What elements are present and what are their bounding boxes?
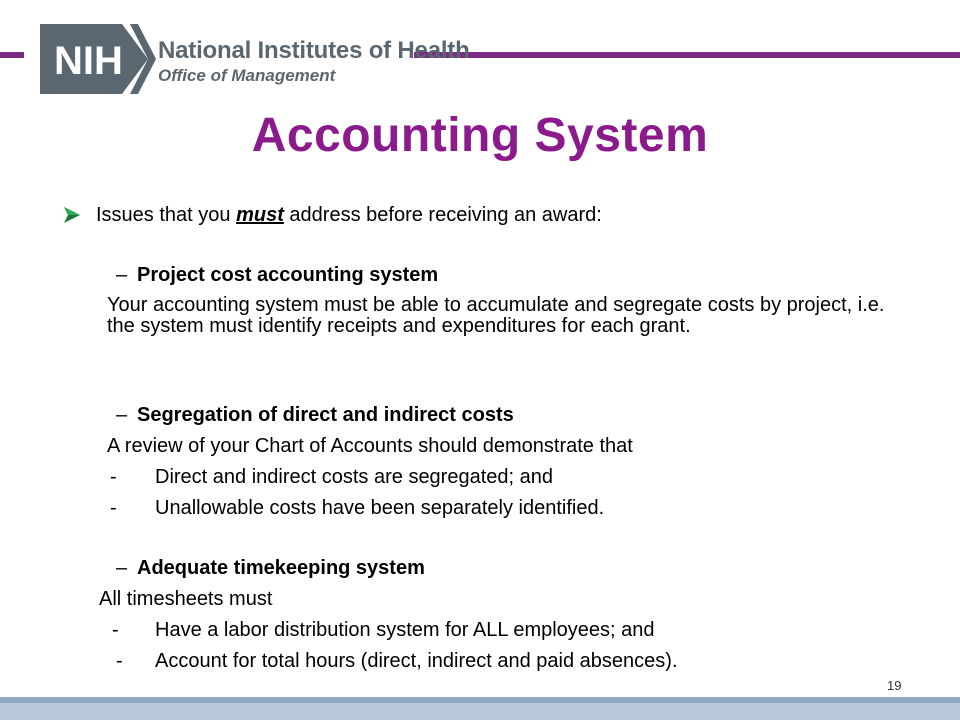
header-rule-left	[0, 52, 24, 58]
section-body-1: Your accounting system must be able to accumulate and segregate costs by project, i.e. the system must identify receipts and expenditures for each grant.	[107, 294, 885, 337]
section-intro-3: All timesheets must	[99, 588, 273, 610]
arrow-bullet-icon	[62, 205, 82, 225]
footer-bar	[0, 697, 960, 720]
nih-logo-mark-icon	[38, 22, 156, 96]
slide-title: Accounting System	[251, 109, 709, 162]
section-title: Segregation of direct and indirect costs	[137, 404, 514, 426]
section-intro-2: A review of your Chart of Accounts should demonstrate that	[107, 435, 633, 457]
page-number: 19	[887, 678, 902, 693]
section-title: Adequate timekeeping system	[137, 557, 425, 579]
section-dash: –	[116, 264, 128, 286]
bullet-text: Issues that you must address before receiving an award:	[96, 204, 602, 226]
bullet-emphasis: must	[236, 204, 284, 226]
org-name: National Institutes of Health	[158, 37, 470, 64]
office-name: Office of Management	[158, 66, 336, 85]
footer-bar-accent	[0, 697, 960, 703]
section-dash: –	[116, 557, 128, 579]
section-title: Project cost accounting system	[137, 264, 439, 286]
nih-logo	[28, 22, 470, 98]
section-dash: –	[116, 404, 128, 426]
logo-abbr: NIH	[54, 39, 123, 83]
header-rule-right	[414, 52, 960, 58]
